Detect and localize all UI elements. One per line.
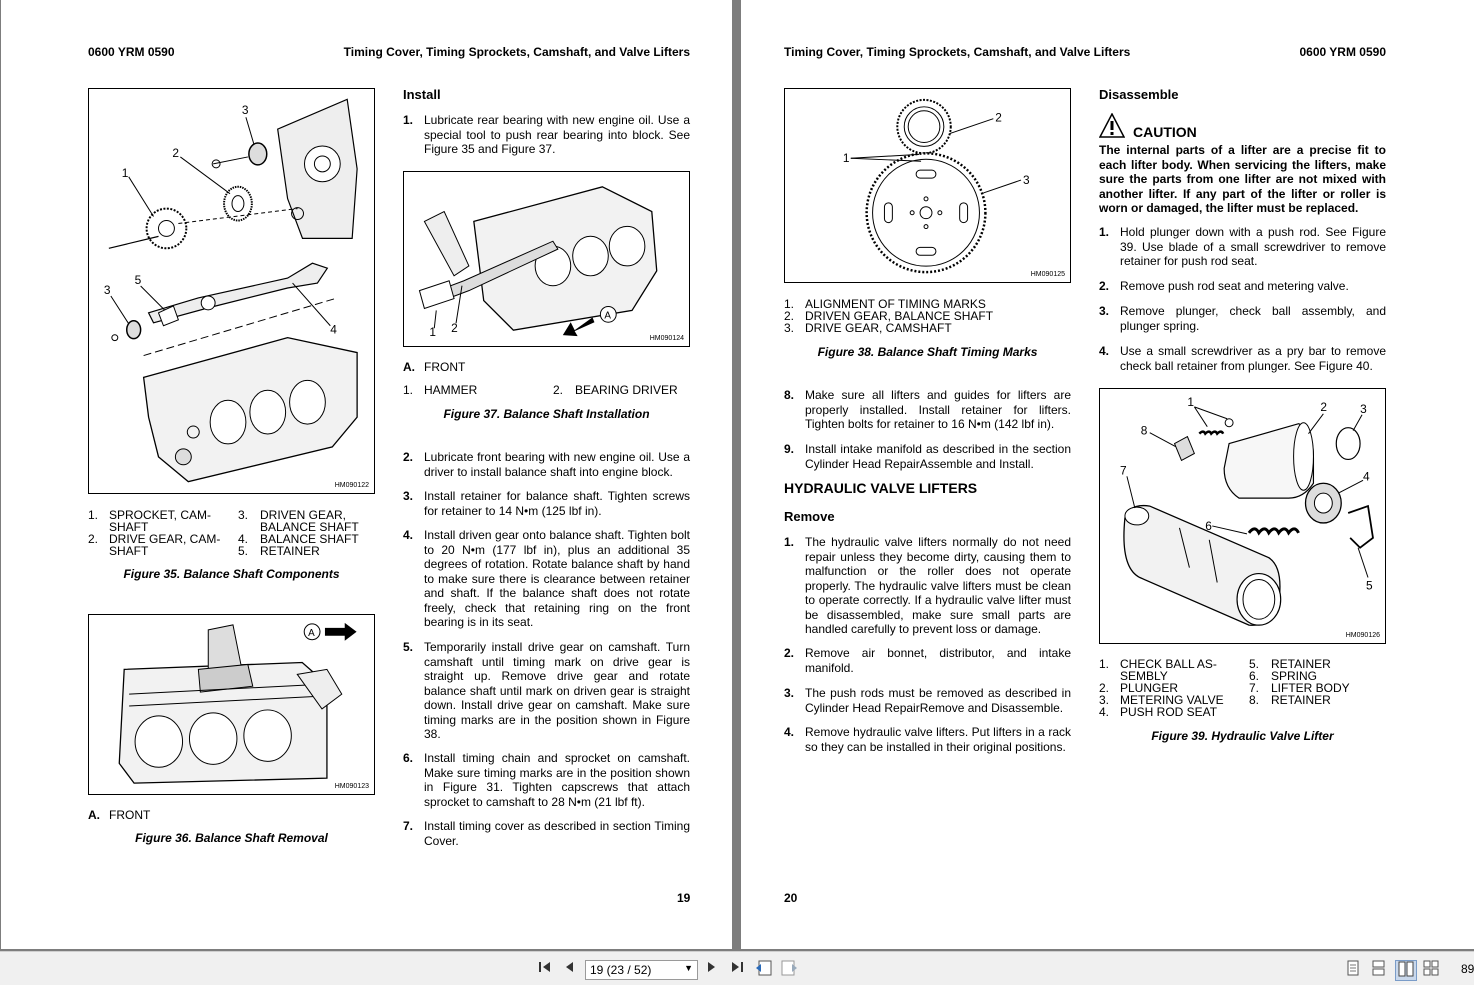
balance-shaft-removal-illustration [89,615,374,794]
install-step-1: 1. Lubricate rear bearing with new engine oil. Use a special tool to push rear bearing into block. See Figure 35 and Figure 37. [403,113,690,156]
doc-code-header: 0600 YRM 0590 [88,45,175,59]
fig39-callout-2: 2 [1320,399,1328,414]
last-page-icon[interactable] [730,960,744,977]
fig35-legend: 1. SPROCKET, CAM- 3. DRIVEN GEAR, SHAFT BALANCE SHAFT 2. DRIVE GEAR, CAM- 4. BALANCE SHAFT SHAFT 5. RETAINER [88,508,359,558]
fig38-callout-1: 1 [842,151,850,166]
install-step-7: 7. Install timing cover as described in section Timing Cover. [403,819,690,848]
fig36-callout-a: A [308,627,315,639]
fig37-legend: A. FRONT 1. HAMMER 2. BEARING DRIVER [403,360,678,397]
disassemble-step-4: 4. Use a small screwdriver as a pry bar to remove check ball retainer from plunger. See Figure 40. [1099,344,1386,373]
fig38-callout-3: 3 [1023,173,1030,188]
balance-shaft-installation-illustration [404,172,689,346]
first-page-icon[interactable] [538,960,552,977]
zoom-level[interactable]: 89 [1461,962,1474,976]
doc-code-header: 0600 YRM 0590 [1299,45,1386,59]
fig39-legend: 1. CHECK BALL AS- 5. RETAINER SEMBLY 6. SPRING 2. PLUNGER 7. LIFTER BODY 3. METERING VALVE 8. RETAINER 4. PUSH ROD SEAT [1099,657,1350,719]
fig39-code: HM090126 [1345,632,1380,639]
two-page-icon[interactable] [1395,960,1417,981]
fig37-caption: Figure 37. Balance Shaft Installation [443,407,650,421]
chevron-down-icon: ▼ [684,963,693,973]
install-step-9: 9. Install intake manifold as described in the section Cylinder Head RepairAssemble and Install. [784,442,1071,471]
fig35-code: HM090122 [334,482,369,489]
caution-triangle-icon [1099,113,1125,138]
go-back-icon[interactable] [755,960,772,979]
remove-step-4: 4. Remove hydraulic valve lifters. Put lifters in a rack so they can be installed in their original positions. [784,725,1071,754]
caution-text: The internal parts of a lifter are a precise fit to each lifter body. When servicing the lifters, make sure the parts from one lifter are not mixed with another lifter. If any part of the lifter or roller is worn or damaged, the lifter must be replaced. [1099,143,1386,215]
fig39-callout-5: 5 [1366,578,1373,593]
remove-step-3: 3. The push rods must be removed as described in Cylinder Head RepairRemove and Disassemble. [784,686,1071,715]
chapter-header: Timing Cover, Timing Sprockets, Camshaft, and Valve Lifters [784,45,1131,59]
section-heading: HYDRAULIC VALVE LIFTERS [784,480,978,496]
figure-38-box [784,88,1071,283]
figure-39-box [1099,388,1386,644]
figure-35-box [88,88,375,494]
fig37-callout-2: 2 [451,321,458,336]
page-number-right: 20 [784,891,798,905]
fig39-callout-4: 4 [1363,469,1370,484]
disassemble-step-1: 1. Hold plunger down with a push rod. See Figure 39. Use blade of a small screwdriver to remove retainer for push rod seat. [1099,225,1386,268]
balance-shaft-components-illustration [89,89,374,493]
remove-heading: Remove [784,509,835,524]
install-step-4: 4. Install driven gear onto balance shaft. Tighten bolt to 20 N•m (177 lbf in), plus an additional 35 degrees of rotation. Rotate balance shaft by hand to make sure there is clearance between retainer and shaft. If the balance shaft does not rotate freely, check that retaining ring on the front bearing is in its seat. [403,528,690,629]
page-19 [1,0,732,949]
fig35-callout-4: 4 [330,322,337,337]
single-page-icon[interactable] [1347,960,1359,979]
viewer-toolbar [0,951,1474,985]
prev-page-icon[interactable] [563,960,575,977]
fig36-code: HM090123 [334,783,369,790]
remove-step-2: 2. Remove air bonnet, distributor, and intake manifold. [784,646,1071,675]
fig39-callout-3: 3 [1360,401,1367,416]
next-page-icon[interactable] [706,960,718,977]
fig39-callout-8: 8 [1140,423,1148,438]
fig39-caption: Figure 39. Hydraulic Valve Lifter [1151,729,1334,743]
disassemble-step-3: 3. Remove plunger, check ball assembly, and plunger spring. [1099,304,1386,333]
remove-step-1: 1. The hydraulic valve lifters normally do not need repair unless they become dirty, causing them to malfunction or the roller does not operate properly. The hydraulic valve lifters must be clean to operate correctly. If a hydraulic valve lifter must be disassembled, make sure small parts are handled carefully to prevent loss or damage. [784,535,1071,636]
fig38-caption: Figure 38. Balance Shaft Timing Marks [817,345,1038,359]
continuous-icon[interactable] [1372,960,1385,979]
install-step-8: 8. Make sure all lifters and guides for lifters are properly installed. Install retainer for lifters. Tighten bolts for retainer to 16 N•m (142 lbf in). [784,388,1071,431]
figure-37-box [403,171,690,347]
fig35-callout-5: 5 [134,273,142,288]
go-forward-icon[interactable] [781,960,798,979]
fig38-legend: 1. ALIGNMENT OF TIMING MARKS 2. DRIVEN GEAR, BALANCE SHAFT 3. DRIVE GEAR, CAMSHAFT [784,297,994,335]
disassemble-heading: Disassemble [1099,87,1179,102]
fig39-callout-6: 6 [1205,518,1212,533]
install-step-6: 6. Install timing chain and sprocket on camshaft. Make sure timing marks are in the position shown in Figure 31. Tighten capscrews that attach sprocket to camshaft to 28 N•m (21 lbf ft). [403,751,690,809]
install-heading: Install [403,87,441,102]
fig38-callout-2: 2 [995,110,1002,125]
disassemble-step-2: 2. Remove push rod seat and metering valve. [1099,279,1349,293]
page-20 [741,0,1474,949]
fig36-caption: Figure 36. Balance Shaft Removal [135,831,328,845]
fig35-callout-3-bottom: 3 [103,282,111,297]
fig38-code: HM090125 [1030,271,1065,278]
hydraulic-valve-lifter-illustration [1100,389,1385,643]
figure-36-box [88,614,375,795]
caution-heading: CAUTION [1133,124,1197,140]
fig39-callout-1: 1 [1187,394,1195,409]
fig39-callout-7: 7 [1119,463,1127,478]
fig35-callout-2: 2 [172,145,180,160]
fig37-callout-a: A [604,310,611,322]
fig37-code: HM090124 [649,335,684,342]
balance-shaft-timing-marks-illustration [785,89,1070,282]
fig37-callout-1: 1 [429,325,436,340]
page-number-left: 19 [677,891,691,905]
install-step-5: 5. Temporarily install drive gear on camshaft. Turn camshaft until timing mark on drive gear is straight up. Remove drive gear and rotate balance shaft until mark on driven gear is straight down. Install drive gear on camshaft. Make sure timing marks are in the position shown in Figure 38. [403,640,690,741]
two-page-continuous-icon[interactable] [1423,960,1439,979]
chapter-header: Timing Cover, Timing Sprockets, Camshaft, and Valve Lifters [343,45,690,59]
fig35-callout-3-top: 3 [241,103,249,118]
fig36-legend: A. FRONT [88,808,151,822]
install-step-3: 3. Install retainer for balance shaft. Tighten screws for retainer to 14 N•m (125 lbf in). [403,489,690,518]
fig35-caption: Figure 35. Balance Shaft Components [123,567,340,581]
page-number-select[interactable]: 19 (23 / 52) ▼ [585,960,698,980]
fig35-callout-1: 1 [121,165,129,180]
install-step-2: 2. Lubricate front bearing with new engine oil. Use a driver to install balance shaft into engine block. [403,450,690,479]
